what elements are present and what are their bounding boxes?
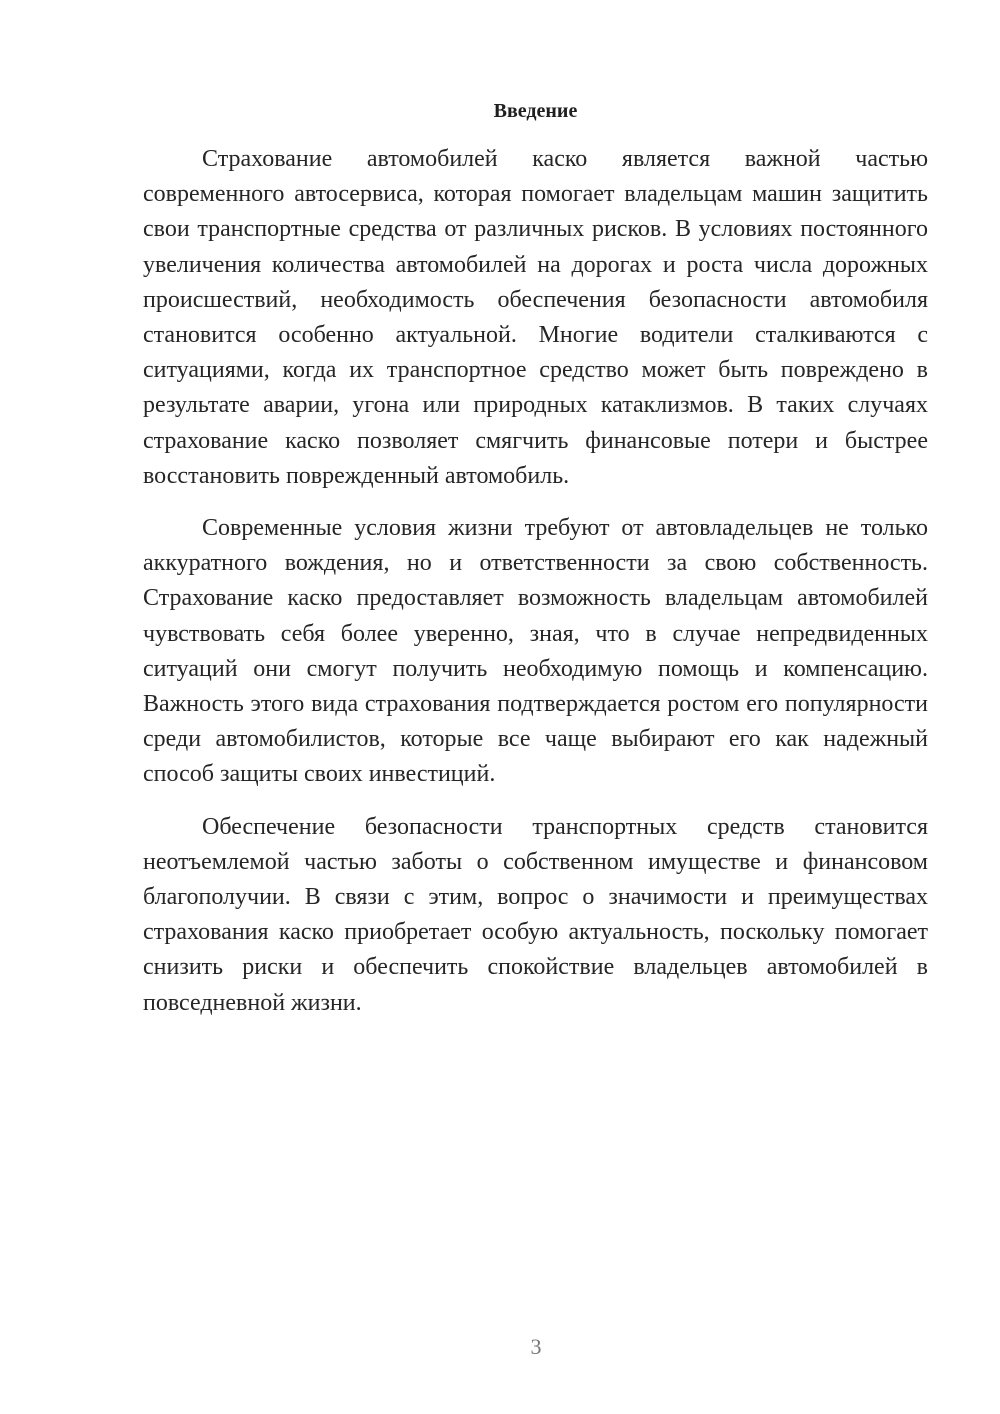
document-body (143, 142, 928, 1021)
page-number: 3 (530, 1334, 542, 1359)
section-title: Введение (493, 100, 578, 122)
paragraph-1: Страхование автомобилей каско является важной частью современного автосервиса, которая помогает владельцам машин защитить свои транспортные средства от различных рисков. В условиях постоянного увеличения количества автомобилей на дорогах и роста числа дорожных происшествий, необходимость обеспечения безопасности автомобиля становится особенно актуальной. Многие водители сталкиваются с ситуациями, когда их транспортное средство может быть повреждено в результате аварии, угона или природных катаклизмов. В таких случаях страхование каско позволяет смягчить финансовые потери и быстрее восстановить поврежденный автомобиль. (143, 146, 928, 489)
paragraph-2: Современные условия жизни требуют от автовладельцев не только аккуратного вождения, но и ответственности за свою собственность. Страхование каско предоставляет возможность владельцам автомобилей чувствовать себя более уверенно, зная, что в случае непредвиденных ситуаций они смогут получить необходимую помощь и компенсацию. Важность этого вида страхования подтверждается ростом его популярности среди автомобилистов, которые все чаще выбирают его как надежный способ защиты своих инвестиций. (143, 515, 928, 788)
paragraph-3: Обеспечение безопасности транспортных средств становится неотъемлемой частью заботы о собственном имуществе и финансовом благополучии. В связи с этим, вопрос о значимости и преимуществах страхования каско приобретает особую актуальность, поскольку помогает снизить риски и обеспечить спокойствие владельцев автомобилей в повседневной жизни. (143, 813, 928, 1016)
